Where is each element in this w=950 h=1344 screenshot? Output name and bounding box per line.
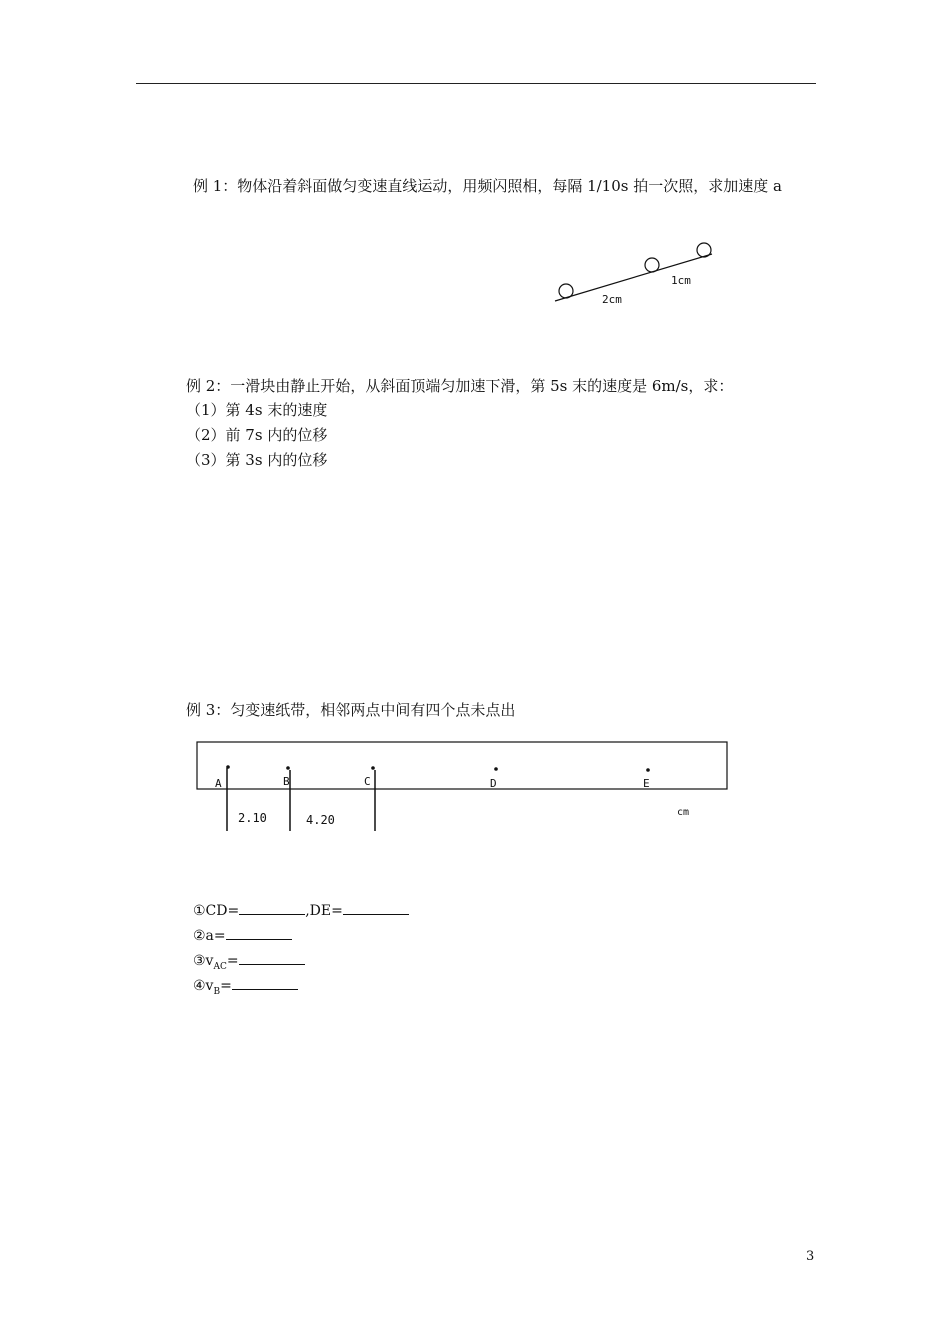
ball-1 (559, 284, 573, 298)
label-C: C (364, 775, 371, 788)
example2-text: 例 2：一滑块由静止开始，从斜面顶端匀加速下滑，第 5s 末的速度是 6m/s，求： (186, 377, 734, 395)
ball-3 (697, 243, 711, 257)
gap-label-1cm: 1cm (671, 274, 691, 287)
answer-de-label: ,DE= (305, 903, 343, 919)
example2-question-3: （3）第 3s 内的位移 (186, 451, 328, 469)
dot-B (286, 766, 290, 770)
unit-cm: cm (677, 807, 690, 818)
measure-BC: 4.20 (306, 813, 335, 827)
example3-text: 例 3：匀变速纸带，相邻两点中间有四个点未点出 (186, 701, 516, 719)
dot-C (371, 766, 375, 770)
label-B: B (283, 775, 290, 788)
example2-question-1: （1）第 4s 末的速度 (186, 401, 328, 419)
answer-vb-label: $④v_B=$ (193, 978, 232, 997)
gap-label-2cm: 2cm (602, 293, 622, 306)
de-blank[interactable] (343, 900, 409, 915)
page-number: 3 (806, 1249, 815, 1264)
vac-blank[interactable] (239, 950, 305, 965)
label-D: D (490, 777, 497, 790)
a-blank[interactable] (226, 925, 292, 940)
cd-blank[interactable] (239, 900, 305, 915)
example2-question-2: （2）前 7s 内的位移 (186, 426, 328, 444)
incline-figure (540, 232, 730, 316)
dot-D (494, 767, 498, 771)
answer-a-label: ②a= (193, 928, 226, 944)
paper-tape-figure (190, 736, 735, 836)
example1-text: 例 1：物体沿着斜面做匀变速直线运动，用频闪照相，每隔 1/10s 拍一次照，求加速度 a (193, 177, 782, 195)
answer-line-2 (193, 925, 292, 946)
answer-vac-label: $③v_{AC}=$ (193, 953, 239, 972)
measure-AB: 2.10 (238, 811, 267, 825)
answer-line-3 (193, 950, 305, 977)
label-A: A (215, 777, 222, 790)
answer-line-1 (193, 900, 409, 921)
dot-E (646, 768, 650, 772)
header-rule (136, 83, 816, 84)
label-E: E (643, 777, 650, 790)
answer-cd-label: ①CD= (193, 903, 240, 919)
vb-blank[interactable] (232, 975, 298, 990)
ball-2 (645, 258, 659, 272)
answer-line-4 (193, 975, 298, 1002)
